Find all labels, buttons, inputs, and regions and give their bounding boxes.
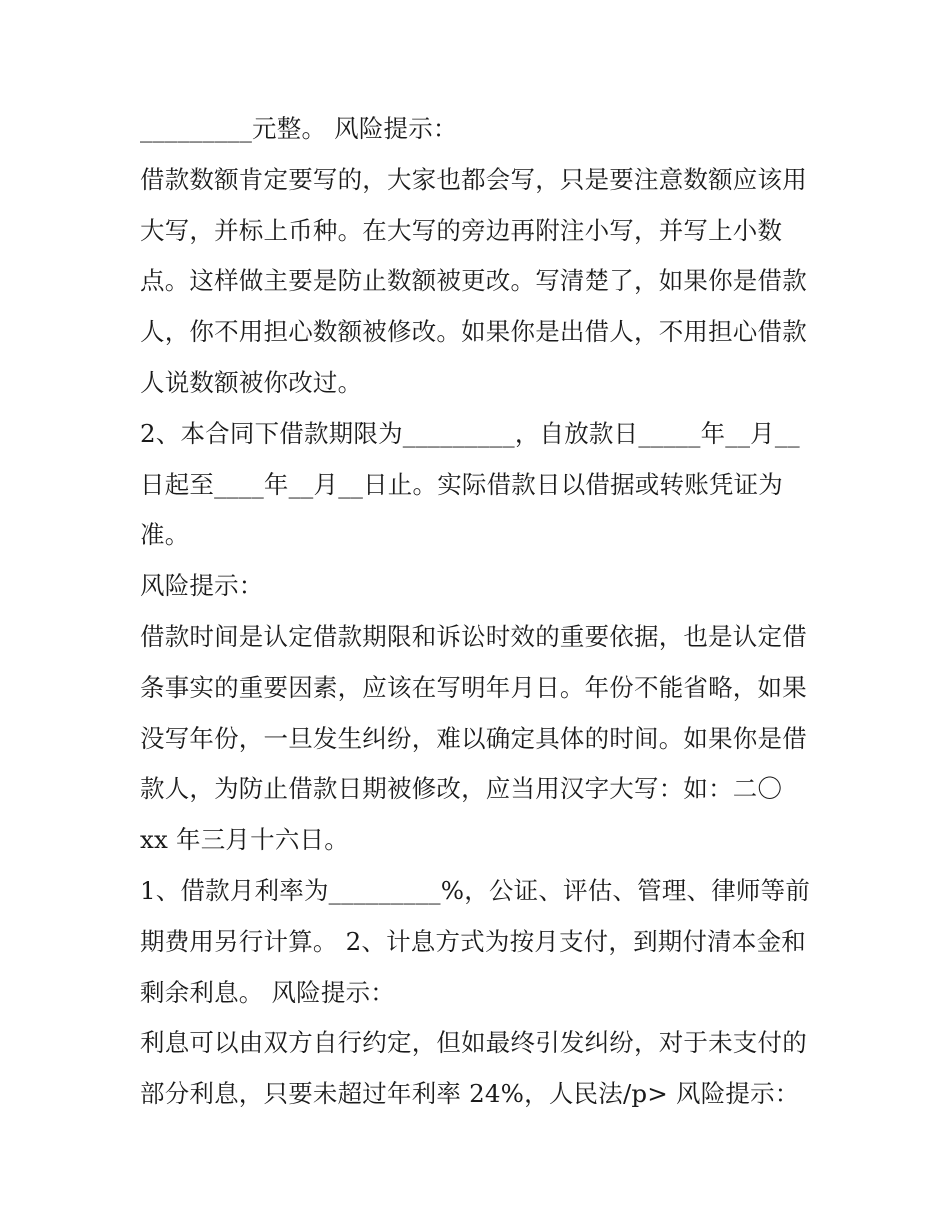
text-line: 条事实的重要因素，应该在写明年月日。年份不能省略，如果 [140, 672, 807, 702]
text-line: 期费用另行计算。 2、计息方式为按月支付，到期付清本金和 [140, 926, 806, 956]
text-line: 款人，为防止借款日期被修改，应当用汉字大写：如：二〇 [140, 774, 783, 804]
text-line: 大写，并标上币种。在大写的旁边再附注小写，并写上小数 [140, 215, 783, 245]
text-line: 点。这样做主要是防止数额被更改。写清楚了，如果你是借款 [140, 266, 807, 296]
text-line: 日起至____年__月__日止。实际借款日以借据或转账凭证为 [140, 469, 783, 499]
text-line: 没写年份，一旦发生纠纷，难以确定具体的时间。如果你是借 [140, 723, 807, 753]
text-line: 1、借款月利率为_________%，公证、评估、管理、律师等前 [140, 875, 811, 905]
text-line: 准。 [140, 520, 190, 550]
text-line: 2、本合同下借款期限为_________，自放款日_____年__月__ [140, 418, 800, 448]
text-line: _________元整。 风险提示： [140, 114, 458, 143]
text-line: 部分利息，只要未超过年利率 24%，人民法/p> 风险提示： [140, 1079, 800, 1109]
section-heading: 风险提示： [140, 571, 264, 601]
text-line: xx 年三月十六日。 [140, 825, 349, 855]
text-line: 利息可以由双方自行约定，但如最终引发纠纷，对于未支付的 [140, 1028, 807, 1058]
document-body [140, 104, 820, 1120]
text-line: 借款数额肯定要写的，大家也都会写，只是要注意数额应该用 [140, 164, 807, 194]
text-line: 人说数额被你改过。 [140, 367, 363, 397]
text-line: 剩余利息。 风险提示： [140, 977, 395, 1007]
text-line: 人，你不用担心数额被修改。如果你是出借人，不用担心借款 [140, 317, 807, 347]
text-line: 借款时间是认定借款期限和诉讼时效的重要依据，也是认定借 [140, 621, 807, 651]
